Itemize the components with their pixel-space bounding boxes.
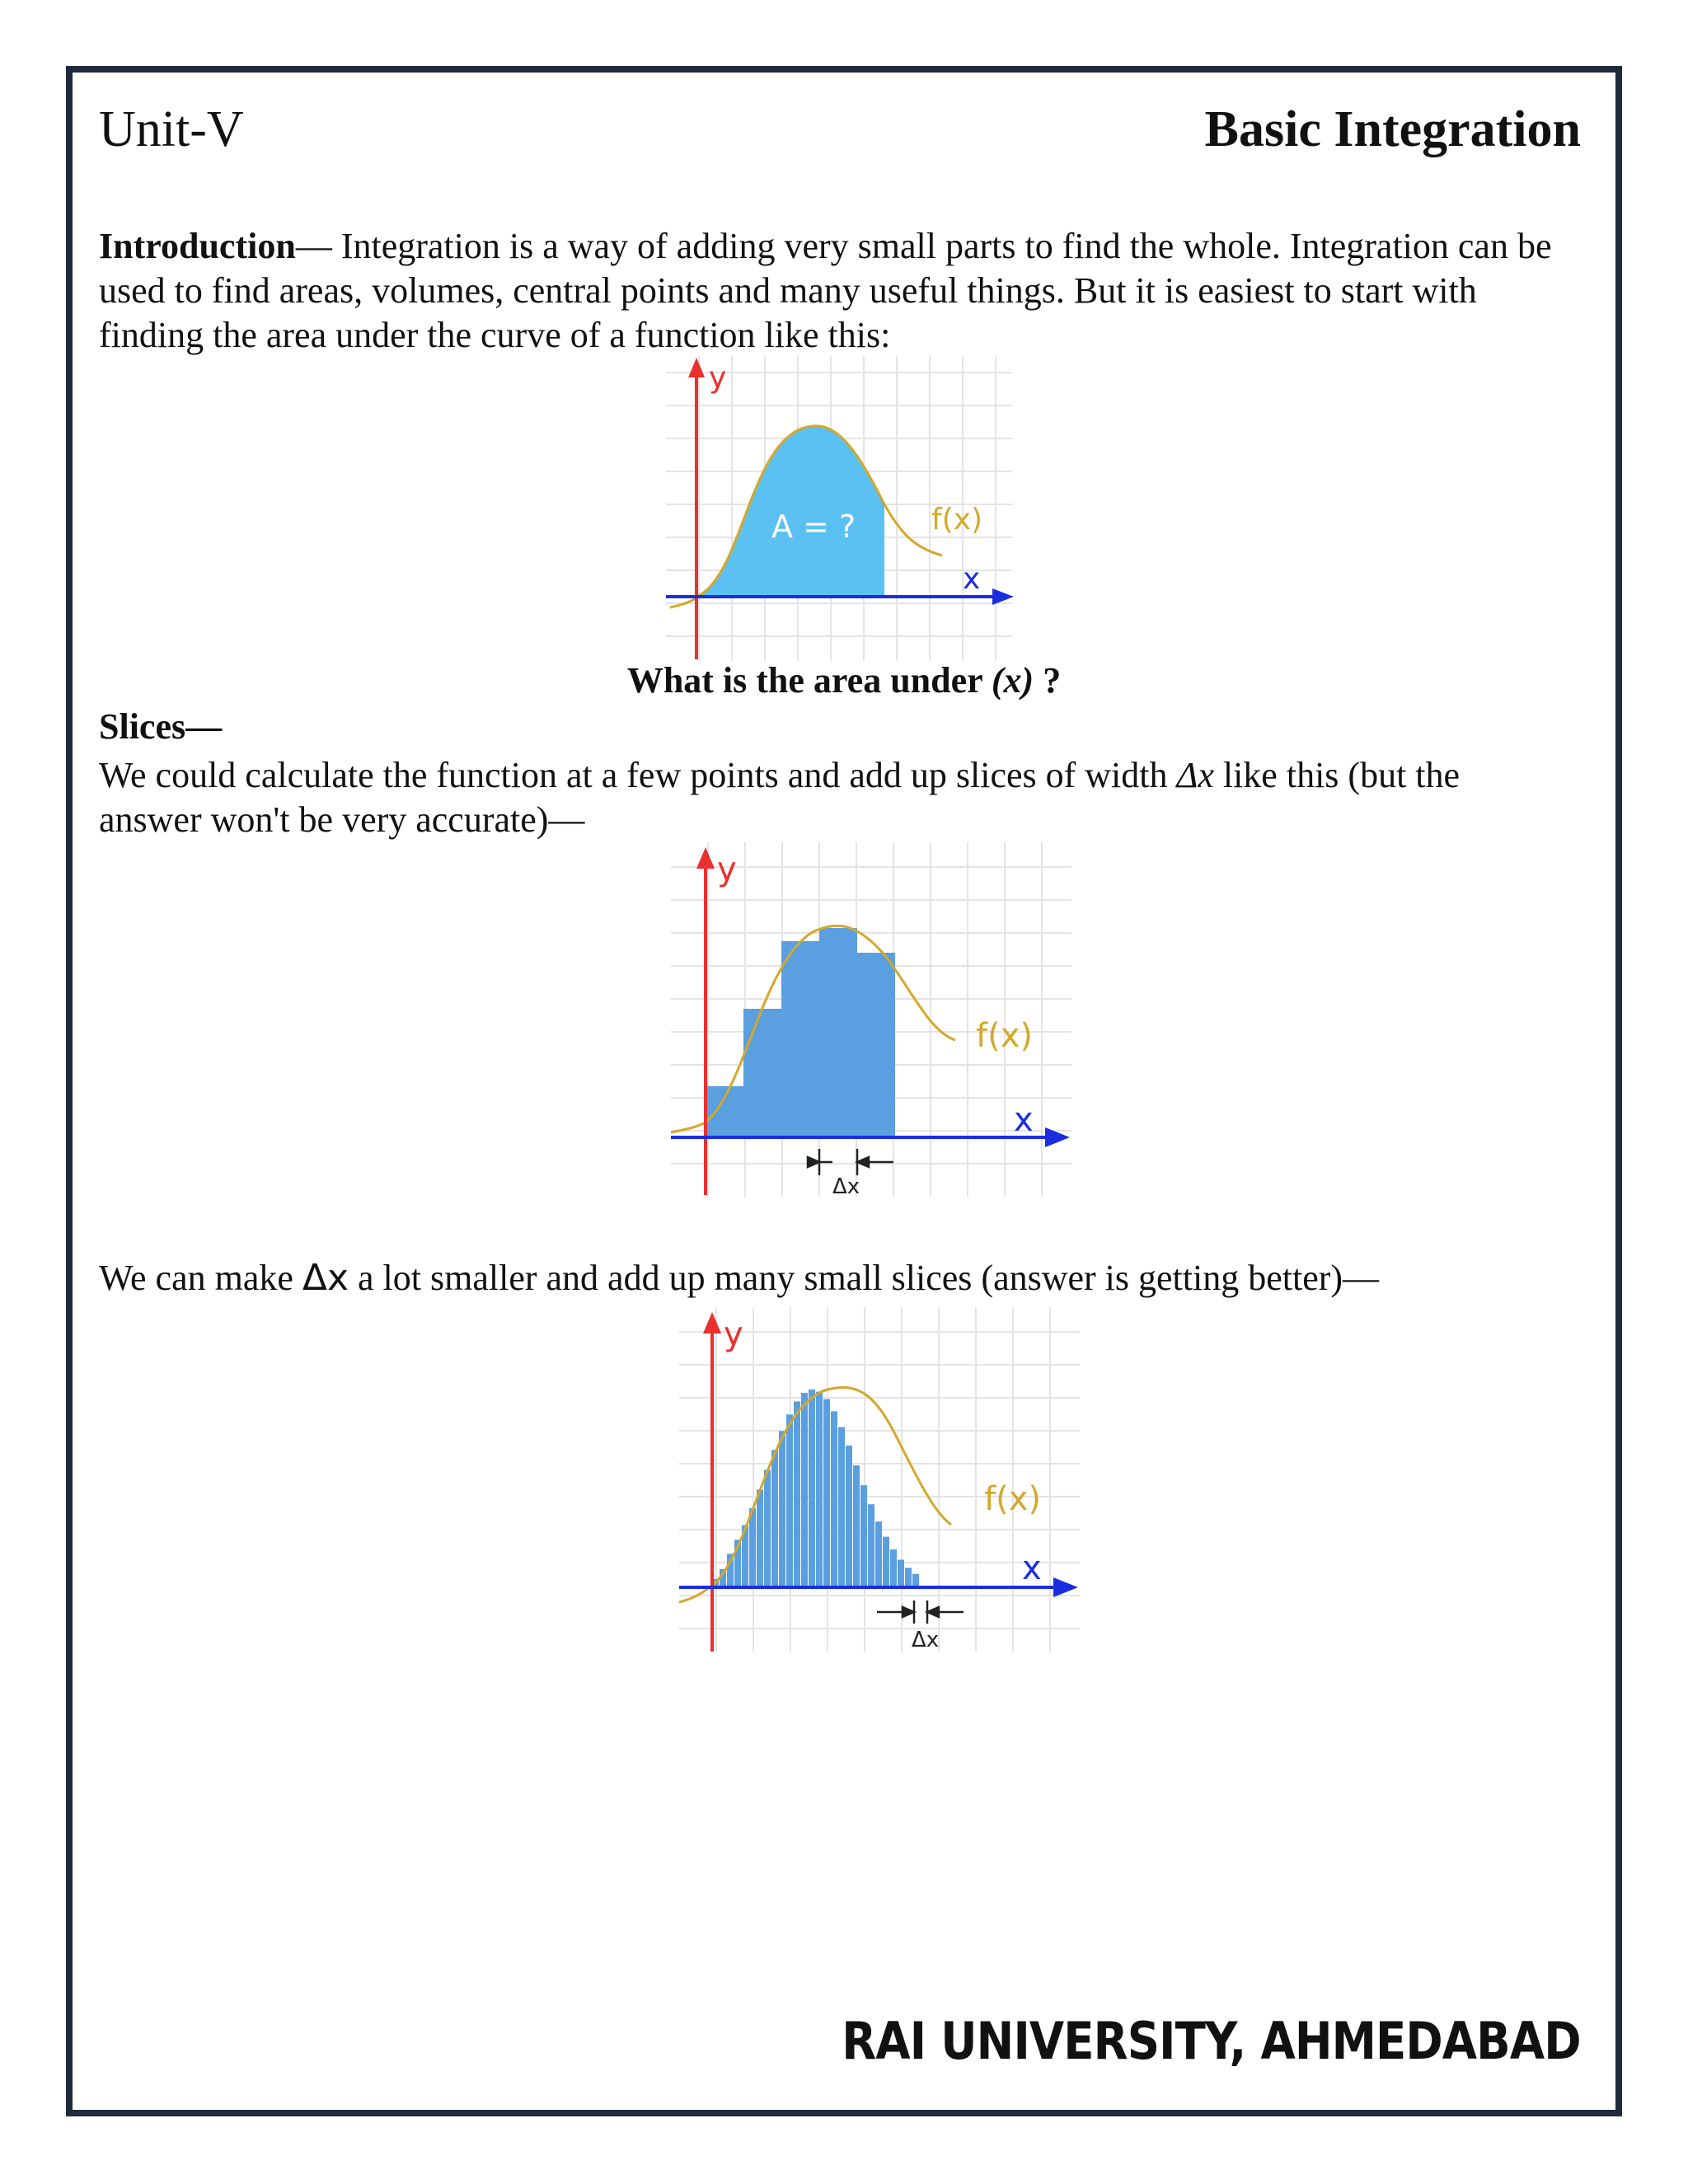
- narrow-slice-11: [786, 1414, 793, 1587]
- narrow-slice-28: [912, 1574, 919, 1587]
- narrow-slice-10: [779, 1431, 785, 1587]
- smaller-text-before: We can make: [99, 1258, 302, 1298]
- slice-1: [706, 1086, 743, 1137]
- intro-dash: —: [295, 226, 332, 266]
- x-label: x: [1014, 1101, 1034, 1139]
- x-axis-arrow-icon: [1053, 1577, 1078, 1597]
- y-label: y: [724, 1315, 743, 1353]
- slices-text-after: like this (but the answer won't be very accurate)—: [99, 755, 1461, 840]
- narrow-slice-19: [846, 1446, 852, 1587]
- narrow-slice-7: [757, 1489, 763, 1587]
- narrow-slice-9: [771, 1450, 778, 1587]
- narrow-slice-21: [860, 1485, 867, 1587]
- intro-text: Integration is a way of adding very small parts to find the whole. Integration can be used to find areas, volumes, central points and many useful things. But it is easiest to start with finding the area under the curve of a function like this:: [99, 226, 1552, 355]
- slice-4: [819, 928, 857, 1137]
- figure1-caption: [0, 659, 1688, 701]
- grid: [679, 1307, 1080, 1652]
- fx-label: f(x): [984, 1480, 1041, 1518]
- y-label: y: [717, 851, 737, 888]
- smaller-paragraph: [99, 1256, 1558, 1301]
- narrow-slice-25: [890, 1549, 897, 1587]
- caption-text: What is the area under: [626, 660, 992, 701]
- intro-label: Introduction: [99, 226, 296, 266]
- intro-paragraph: [99, 224, 1558, 358]
- slices-delta: Δx: [1176, 755, 1214, 795]
- narrow-slice-18: [838, 1427, 845, 1587]
- narrow-slice-26: [898, 1560, 904, 1587]
- delta-marker: [808, 1149, 893, 1175]
- figure-narrow-slices: [679, 1307, 1083, 1653]
- narrow-slice-12: [794, 1401, 800, 1587]
- fx-label: f(x): [931, 503, 983, 537]
- narrow-slice-8: [764, 1469, 771, 1587]
- narrow-slice-27: [905, 1568, 912, 1587]
- narrow-slice-6: [749, 1508, 756, 1587]
- area-label: A = ?: [771, 509, 856, 545]
- narrow-slice-17: [831, 1411, 837, 1587]
- y-axis-arrow-icon: [696, 847, 715, 869]
- narrow-slice-20: [853, 1465, 860, 1587]
- slices-heading: Slices—: [99, 706, 223, 747]
- slices-text-before: We could calculate the function at a few points and add up slices of width: [99, 755, 1177, 795]
- narrow-slice-16: [823, 1399, 830, 1587]
- y-label: y: [709, 361, 727, 395]
- caption-math: (x): [991, 660, 1034, 701]
- smaller-delta: Δx: [302, 1257, 349, 1299]
- page-title: Basic Integration: [1204, 101, 1581, 157]
- delta-label: Δx: [912, 1628, 940, 1652]
- slice-5: [857, 953, 895, 1137]
- slice-3: [781, 941, 819, 1137]
- caption-suffix: ?: [1034, 660, 1062, 701]
- narrow-slice-14: [809, 1390, 815, 1587]
- x-label: x: [1022, 1549, 1042, 1587]
- narrow-slice-23: [875, 1521, 882, 1587]
- smaller-text-after: a lot smaller and add up many small slices (answer is getting better)—: [349, 1258, 1380, 1298]
- narrow-slice-24: [883, 1537, 889, 1587]
- slice-2: [743, 1009, 781, 1137]
- delta-marker: [877, 1601, 964, 1624]
- x-label: x: [963, 562, 981, 596]
- figure-area-under-curve: [666, 356, 1020, 663]
- figure-wide-slices: [671, 842, 1075, 1198]
- y-axis-arrow-icon: [688, 358, 705, 377]
- narrow-slice-13: [801, 1393, 808, 1587]
- fx-label: f(x): [976, 1017, 1033, 1055]
- y-axis-arrow-icon: [703, 1312, 721, 1333]
- footer-institution: RAI UNIVERSITY, AHMEDABAD: [842, 2011, 1581, 2071]
- unit-label: Unit-V: [99, 101, 244, 157]
- narrow-slice-22: [868, 1504, 874, 1587]
- slices-paragraph: [99, 753, 1558, 842]
- delta-label: Δx: [832, 1174, 860, 1198]
- narrow-slice-15: [816, 1392, 823, 1587]
